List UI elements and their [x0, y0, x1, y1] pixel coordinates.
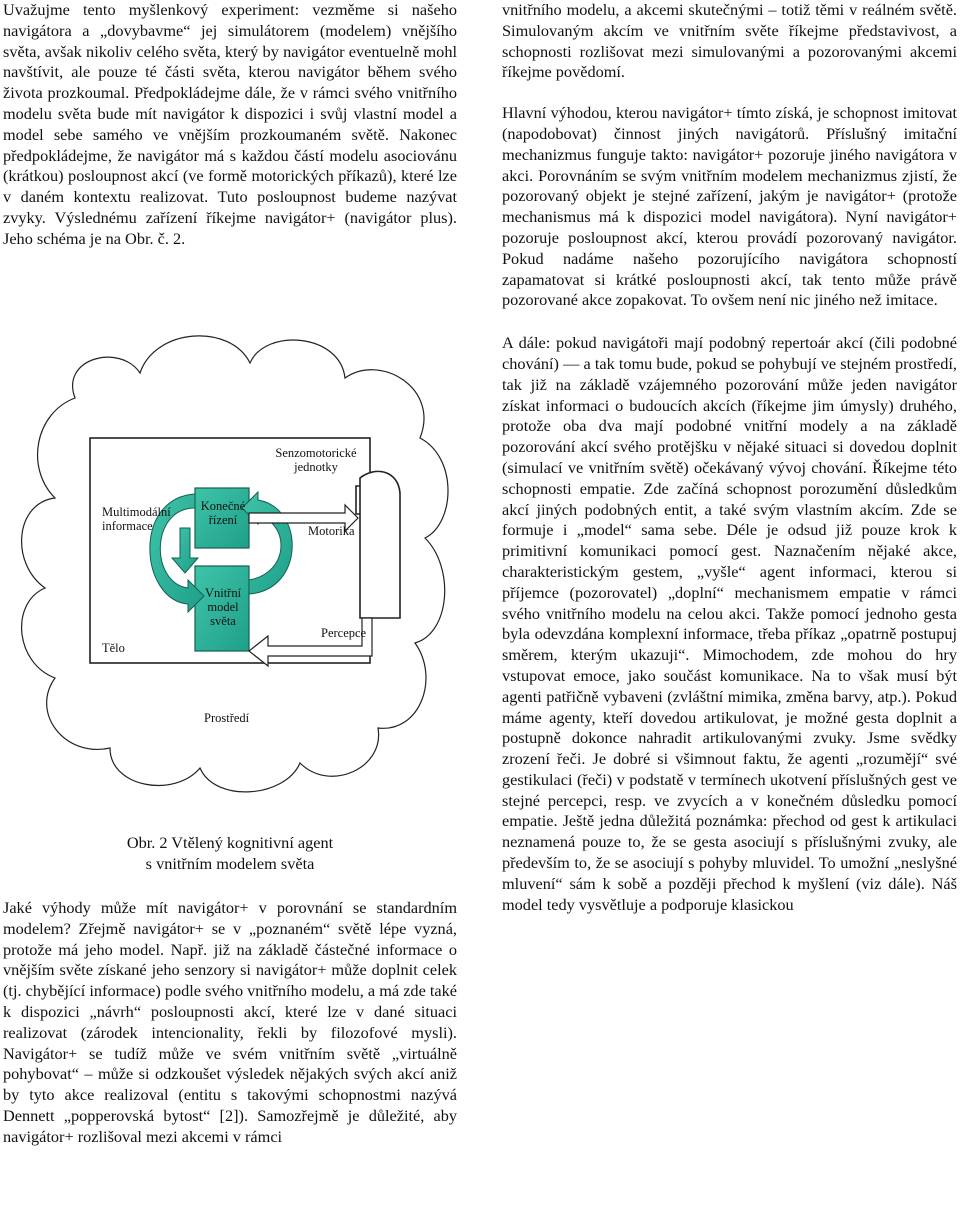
figure-caption-line-1: Obr. 2 Vtělený kognitivní agent: [126, 833, 334, 852]
label-environment: Prostředí: [204, 711, 250, 725]
left-column: [3, 0, 457, 250]
right-paragraph-3: A dále: pokud navigátoři mají podobný repertoár akcí (čili podobné chování) — a tak tomu bude, pokud se pohybují ve stejném prostředí, tak již na základě vzájemného pozorování může jeden navigátor získat informaci o budoucích akcích (říkejme jim úmysly) druhého, protože oba dva mají podobné vnitřní modely a na základě pozorování akcí svého protějšku v nějaké situaci si dovedou doplnit (simulací ve vnitřním světě) očekávaný vývoj chování. Říkejme této schopnosti empatie. Zde začíná schopnost porozumění důsledkům akcí jiných podobných entit, a také svým vlastním akcím. Zde se formuje i „model“ sama sebe. Déle je odsud již pouze krok k primitivní komunikaci pomocí gest. Naznačením nějaké akce, charakteristickým gestem, „vyšle“ agent informaci, kterou si příjemce (pozorovatel) „doplní“ mechanismem empatie v rámci svého vnitřního modelu na celou akci. Takže pomocí jednoho gesta byla odevzdána komplexní informace, třeba příkaz „opatrně postupuj směrem, kterým ukazuji“. Mimochodem, zde mohou do hry vstupovat emoce, jako součást komunikace. Na to však musí být agenti patřičně vybaveni (zvláštní mimika, změna barvy, atp.). Pokud máme agenty, kteří dovedou artikulovat, je možné gesta doplnit a postupně dokonce nahradit artikulovanými zvuky. Jsme svědky zrození řeči. Je dobré si všimnout faktu, že agenti „rozumějí“ své gestikulaci (řeči) v podstatě v termínech ukotvení příslušných gest ve stejné percepci, resp. ve zvycích a v konečném důsledku pomocí empatie. Ještě jedna důležitá poznámka: přechod od gest k artikulaci neznamená pouze to, že se gesta asociují s příslušnými zvuky, ale především to, že se asociují s pohyby mluvidel. To umožní „neslyšné mluvení“ sám k sobě a později přechod k myšlení (viz dále). Náš model tedy vysvětluje a podporuje klasickou: [502, 333, 957, 914]
label-multimodal: Multimodální informace: [102, 505, 171, 533]
left-column-lower: [3, 898, 457, 1148]
label-motor: Motorika: [308, 524, 355, 538]
right-paragraph-1: vnitřního modelu, a akcemi skutečnými – totiž těmi v reálném světě. Simulovaným akcím ve vnitřním světe říkejme představivost, a schopnosti rozlišovat mezi simulovanými a pozorovanými akcemi říkejme povědomí.: [502, 0, 957, 82]
figure-caption-line-2: s vnitřním modelem světa: [145, 854, 315, 873]
label-sensorimotor: Senzomotorické jednotky: [275, 446, 357, 474]
label-perception: Percepce: [321, 626, 367, 640]
label-inner-model: Vnitřní model světa: [204, 586, 242, 628]
left-paragraph-2: Jaké výhody může mít navigátor+ v porovnání se standardním modelem? Zřejmě navigátor+ se v „poznaném“ světě lépe vyzná, protože má jeho model. Např. již na základě částečné informace o vnějším světe získané jeho senzory si navigátor+ může doplnit celek (tj. chybějící informace) podle svého vnitřního modelu, a má zde také k dispozici „návrh“ posloupnosti akcí, které lze v dané situaci realizovat (zárodek intencionality, řekli by filozofové mysli). Navigátor+ se tudíž může ve svém vnitřním světě „virtuálně pohybovat“ – může si odzkoušet výsledek nějakých svých akcí aniž by tyto akce realizoval (entitu s takovými schopnostmi nazývá Dennett „popperovská bytost“ [2]). Samozřejmě je důležité, aby navigátor+ rozlišoval mezi akcemi v rámci: [3, 898, 457, 1146]
figure-2: [0, 318, 460, 894]
label-control: Konečné řízení: [200, 499, 246, 527]
label-body: Tělo: [102, 641, 125, 655]
right-column: [502, 0, 957, 915]
sensor-unit: [360, 471, 400, 618]
right-paragraph-2: Hlavní výhodou, kterou navigátor+ tímto získá, je schopnost imitovat (napodobovat) činnost jiných navigátorů. Příslušný imitační mechanizmus funguje takto: navigátor+ pozoruje jiného navigátora v akci. Porovnáním se svým vnitřním modelem mechanizmus zjistí, že pozorovaný objekt je stejné zařízení, jakým je navigátor+ (protože mechanismus má k dispozici model navigátora). Nyní navigátor+ pozoruje posloupnost akcí, kterou provádí pozorovaný navigátor. Pokud nadáme našeho pozorujícího navigátora schopností zapamatovat si krátké posloupnosti akcí, tak tento může právě pozorované akce zopakovat. To ovšem není nic jiného než imitace.: [502, 103, 957, 310]
left-paragraph-1: Uvažujme tento myšlenkový experiment: vezměme si našeho navigátora a „dovybavme“ jej simulátorem (modelem) vnějšího světa, avšak nikoliv celého světa, který by navigátor eventuelně mohl navštívit, ale pouze té části světa, kterou navigátor během svého života prozkoumal. Předpokládejme dále, že v rámci svého vnitřního modelu světa bude mít navigátor k dispozici i svůj vlastní model a model sebe samého ve vnějším prozkoumaném světě. Nakonec předpokládejme, že navigátor má s každou částí modelu asociovánu (krátkou) posloupnost akcí (ve formě motorických příkazů), které lze v daném kontextu realizovat. Tuto posloupnost budeme nazývat zvyky. Výslednému zařízení říkejme navigátor+ (navigátor plus). Jeho schéma je na Obr. č. 2.: [3, 0, 457, 248]
